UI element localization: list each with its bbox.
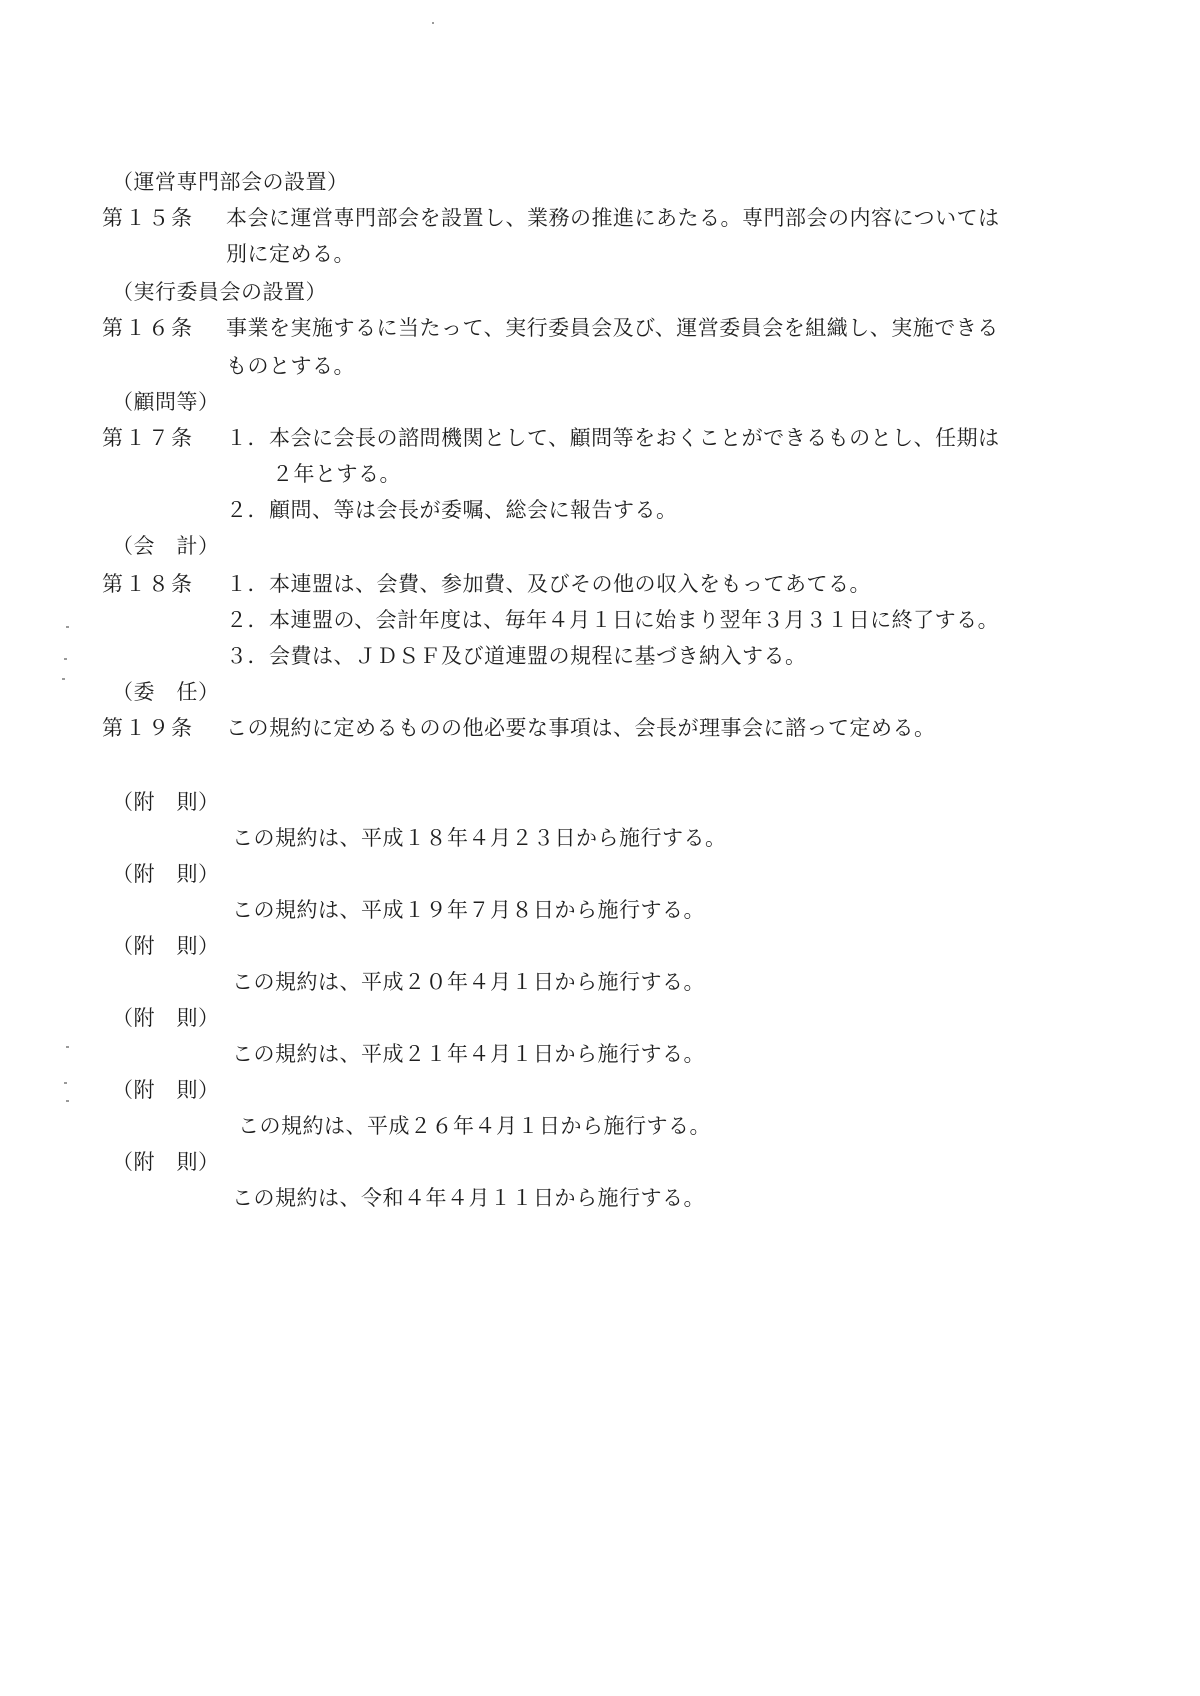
supplementary-text: この規約は、平成１８年４月２３日から施行する。: [232, 826, 727, 850]
article-15-text-cont: 別に定める。: [226, 242, 355, 266]
supplementary-heading: （附 則）: [112, 862, 220, 886]
scan-speck: [432, 22, 434, 24]
supplementary-text: この規約は、平成２６年４月１日から施行する。: [238, 1114, 711, 1138]
scan-speck: [66, 626, 69, 628]
article-16-label: 第１６条: [102, 316, 194, 340]
article-18-item-1: １．本連盟は、会費、参加費、及びその他の収入をもってあてる。: [226, 572, 871, 596]
article-16-heading: （実行委員会の設置）: [112, 280, 327, 304]
scan-speck: [64, 1082, 67, 1084]
article-19-label: 第１９条: [102, 716, 194, 740]
article-17-item-1: １．本会に会長の諮問機関として、顧問等をおくことができるものとし、任期は: [226, 426, 1000, 450]
supplementary-heading: （附 則）: [112, 1150, 220, 1174]
article-18-item-3: ３．会費は、ＪＤＳＦ及び道連盟の規程に基づき納入する。: [226, 644, 807, 668]
article-17-item-1-cont: ２年とする。: [272, 462, 401, 486]
supplementary-heading: （附 則）: [112, 1006, 220, 1030]
article-19-heading: （委 任）: [112, 680, 220, 704]
supplementary-text: この規約は、平成２０年４月１日から施行する。: [232, 970, 705, 994]
scan-speck: [66, 1100, 69, 1102]
supplementary-heading: （附 則）: [112, 934, 220, 958]
scan-speck: [66, 1046, 69, 1048]
article-18-heading: （会 計）: [112, 534, 220, 558]
article-18-item-2: ２．本連盟の、会計年度は、毎年４月１日に始まり翌年３月３１日に終了する。: [226, 608, 1000, 632]
article-18-label: 第１８条: [102, 572, 194, 596]
article-16-text-cont: ものとする。: [226, 354, 355, 378]
supplementary-heading: （附 則）: [112, 790, 220, 814]
article-19-text: この規約に定めるものの他必要な事項は、会長が理事会に諮って定める。: [226, 716, 936, 740]
article-15-heading: （運営専門部会の設置）: [112, 170, 349, 194]
scan-speck: [64, 658, 67, 660]
article-17-heading: （顧問等）: [112, 390, 220, 414]
scan-speck: [62, 678, 65, 680]
article-16-text: 事業を実施するに当たって、実行委員会及び、運営委員会を組織し、実施できる: [226, 316, 999, 340]
article-15-label: 第１５条: [102, 206, 194, 230]
supplementary-text: この規約は、平成１９年７月８日から施行する。: [232, 898, 705, 922]
supplementary-heading: （附 則）: [112, 1078, 220, 1102]
supplementary-text: この規約は、令和４年４月１１日から施行する。: [232, 1186, 705, 1210]
article-17-label: 第１７条: [102, 426, 194, 450]
article-15-text: 本会に運営専門部会を設置し、業務の推進にあたる。専門部会の内容については: [226, 206, 1000, 230]
supplementary-text: この規約は、平成２１年４月１日から施行する。: [232, 1042, 705, 1066]
article-17-item-2: ２．顧問、等は会長が委嘱、総会に報告する。: [226, 498, 678, 522]
